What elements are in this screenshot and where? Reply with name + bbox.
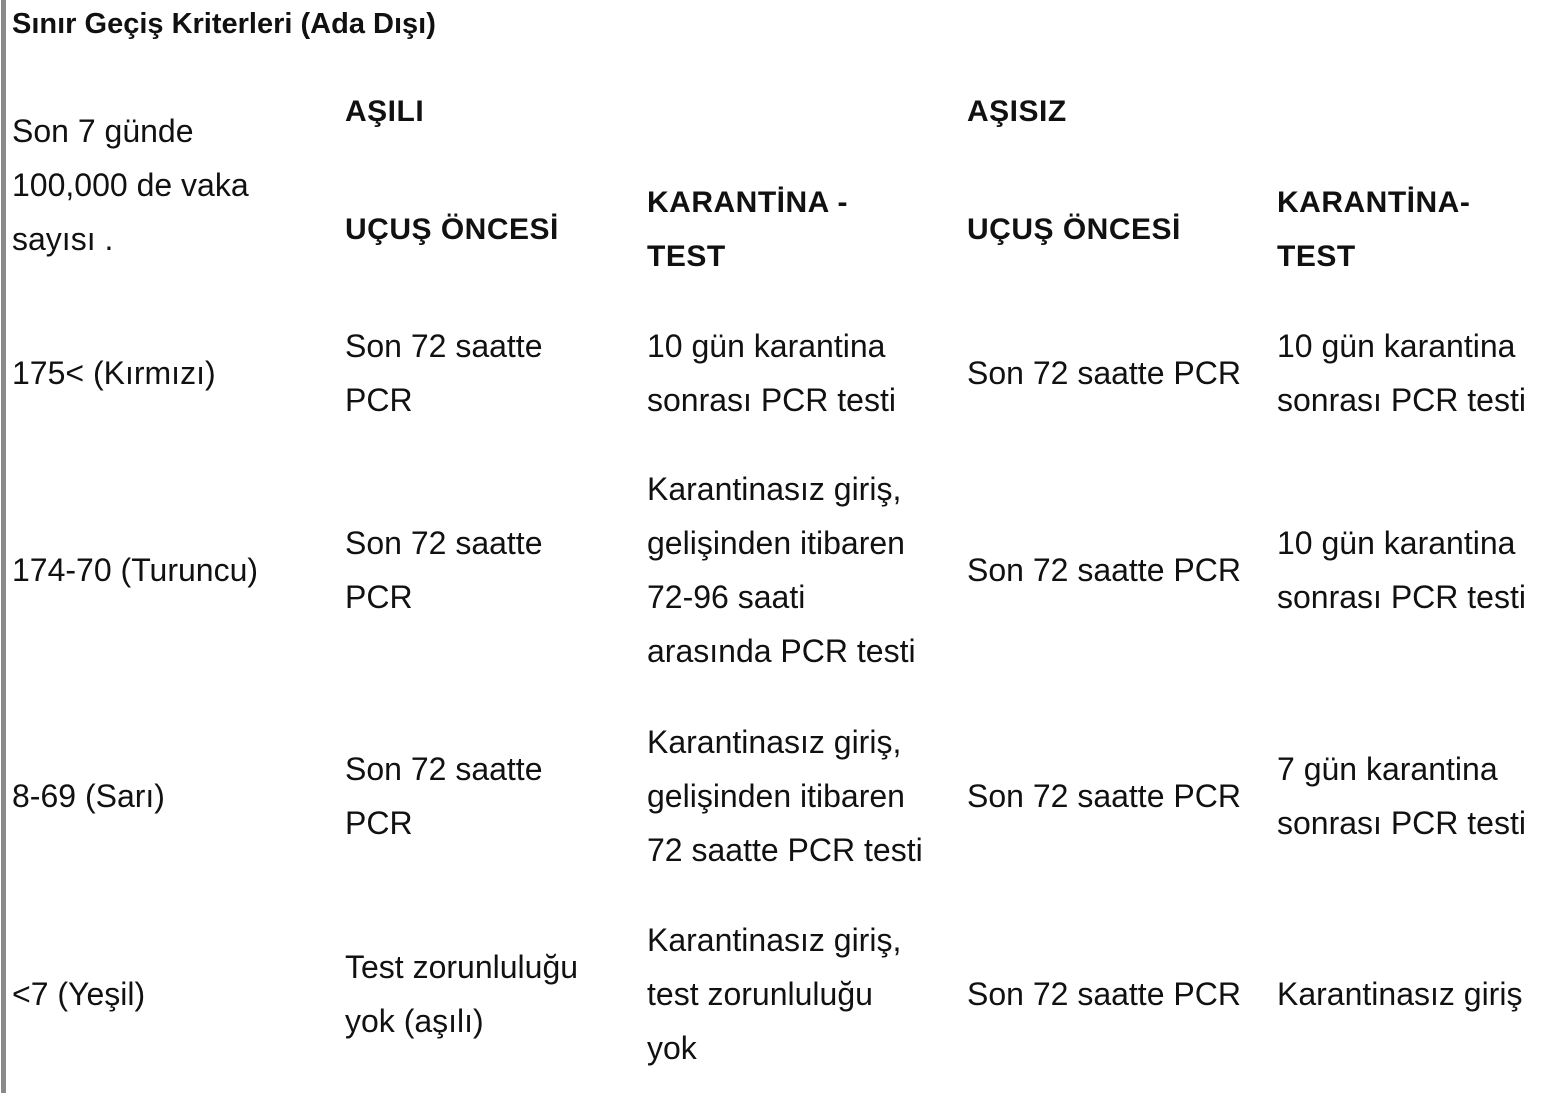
unvaccinated-quarantine: 7 gün karantina sonrası PCR testi [1277,751,1526,841]
vaccinated-pre-flight: Son 72 saatte PCR [345,751,543,841]
unvaccinated-pre-flight: Son 72 saatte PCR [967,976,1241,1012]
unvaccinated-quarantine: 10 gün karantina sonrası PCR testi [1277,525,1526,615]
vaccinated-pre-flight: Son 72 saatte PCR [345,328,543,418]
vaccinated-quarantine: Karantinasız giriş, gelişinden itibaren 72 saatte PCR testi [647,724,923,868]
risk-level: <7 (Yeşil) [12,976,146,1012]
header-vaccinated: AŞILI [345,95,425,128]
header-pre-flight-vaccinated: UÇUŞ ÖNCESİ [345,213,559,246]
vaccinated-quarantine: Karantinasız giriş, gelişinden itibaren 72-96 saati arasında PCR testi [647,471,916,669]
page-title: Sınır Geçiş Kriterleri (Ada Dışı) [12,8,436,40]
header-pre-flight-unvaccinated: UÇUŞ ÖNCESİ [967,213,1181,246]
unvaccinated-pre-flight: Son 72 saatte PCR [967,355,1241,391]
risk-level: 175< (Kırmızı) [12,355,216,391]
vaccinated-pre-flight: Son 72 saatte PCR [345,525,543,615]
left-border [1,0,6,1093]
header-unvaccinated: AŞISIZ [967,95,1067,128]
unvaccinated-pre-flight: Son 72 saatte PCR [967,552,1241,588]
header-cases: Son 7 günde 100,000 de vaka sayısı . [12,113,249,257]
header-quarantine-unvaccinated: KARANTİNA- TEST [1277,186,1471,273]
unvaccinated-quarantine: Karantinasız giriş [1277,976,1523,1012]
risk-level: 8-69 (Sarı) [12,778,165,814]
vaccinated-quarantine: Karantinasız giriş, test zorunluluğu yok [647,922,902,1066]
vaccinated-pre-flight: Test zorunluluğu yok (aşılı) [345,949,579,1039]
header-quarantine-vaccinated: KARANTİNA - TEST [647,186,849,273]
vaccinated-quarantine: 10 gün karantina sonrası PCR testi [647,328,896,418]
unvaccinated-pre-flight: Son 72 saatte PCR [967,778,1241,814]
unvaccinated-quarantine: 10 gün karantina sonrası PCR testi [1277,328,1526,418]
risk-level: 174-70 (Turuncu) [12,552,259,588]
